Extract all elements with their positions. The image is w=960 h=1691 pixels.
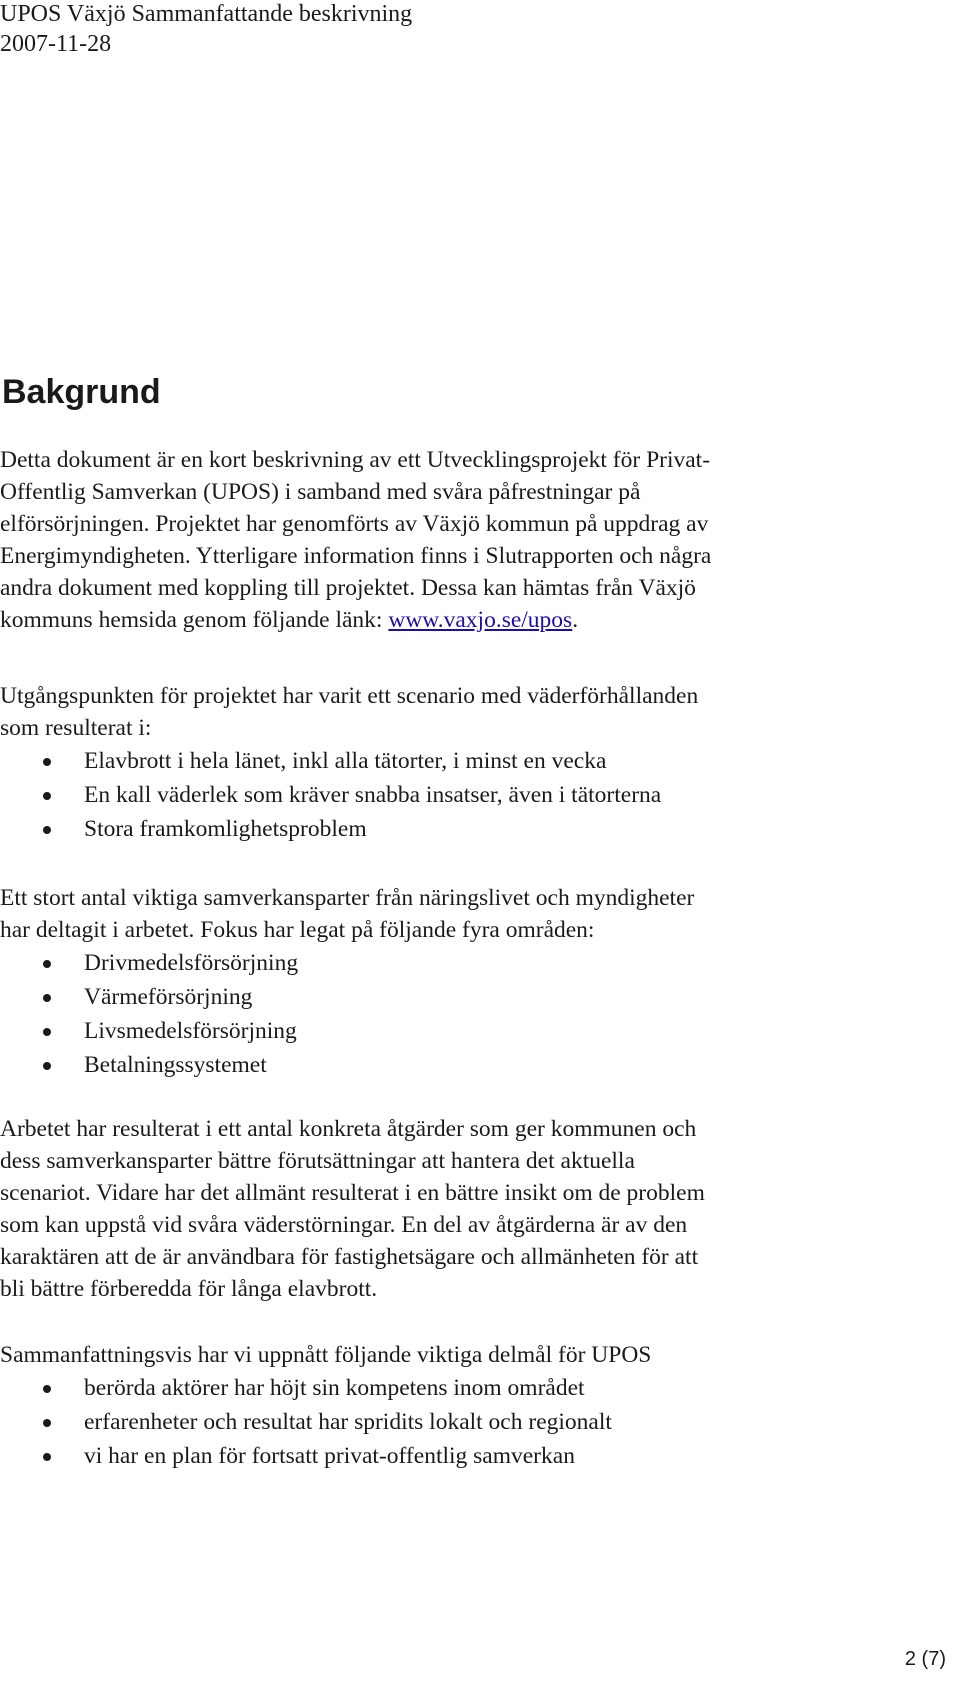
list-item: Stora framkomlighetsproblem	[0, 812, 920, 846]
text-segment: kommuns hemsida genom följande länk:	[0, 607, 389, 633]
bullet-icon	[43, 826, 51, 834]
document-header-date: 2007-11-28	[0, 31, 112, 57]
bullet-list-scenario	[0, 744, 920, 846]
bullet-icon	[43, 1385, 51, 1393]
text-line: Arbetet har resulterat i ett antal konkreta åtgärder som ger kommunen och	[0, 1116, 697, 1142]
text-line: scenariot. Vidare har det allmänt resulterat i en bättre insikt om de problem	[0, 1180, 705, 1206]
bullet-list-focus	[0, 946, 920, 1082]
text-line-with-link	[0, 604, 920, 636]
bullet-icon	[43, 1419, 51, 1427]
list-item: Betalningssystemet	[0, 1048, 920, 1082]
upos-link[interactable]: www.vaxjo.se/upos	[388, 607, 573, 633]
text-line: dess samverkansparter bättre förutsättningar att hantera det aktuella	[0, 1148, 635, 1174]
text-line: karaktären att de är användbara för fastighetsägare och allmänheten för att	[0, 1244, 699, 1270]
bullet-icon	[43, 994, 51, 1002]
text-line: har deltagit i arbetet. Fokus har legat på följande fyra områden:	[0, 917, 595, 943]
text-line: Utgångspunkten för projektet har varit ett scenario med väderförhållanden	[0, 683, 699, 709]
text-line: Sammanfattningsvis har vi uppnått följande viktiga delmål för UPOS	[0, 1342, 652, 1368]
section-heading: Bakgrund	[2, 373, 161, 411]
text-line: Detta dokument är en kort beskrivning av ett Utvecklingsprojekt för Privat-	[0, 447, 711, 473]
list-item: Värmeförsörjning	[0, 980, 920, 1014]
text-line: Ett stort antal viktiga samverkansparter från näringslivet och myndigheter	[0, 885, 695, 911]
paragraph-results	[0, 1113, 920, 1305]
text-line: som resulterat i:	[0, 715, 152, 741]
list-item: Elavbrott i hela länet, inkl alla tätorter, i minst en vecka	[0, 744, 920, 778]
list-item: En kall väderlek som kräver snabba insatser, även i tätorterna	[0, 778, 920, 812]
text-line: elförsörjningen. Projektet har genomförts av Växjö kommun på uppdrag av	[0, 511, 709, 537]
text-line: som kan uppstå vid svåra väderstörningar. En del av åtgärderna är av den	[0, 1212, 688, 1238]
bullet-list-goals	[0, 1371, 920, 1473]
paragraph-summary	[0, 1339, 920, 1473]
text-line: Energimyndigheten. Ytterligare information finns i Slutrapporten och några	[0, 543, 712, 569]
bullet-icon	[43, 1453, 51, 1461]
bullet-icon	[43, 1028, 51, 1036]
text-line: andra dokument med koppling till projektet. Dessa kan hämtas från Växjö	[0, 575, 696, 601]
bullet-icon	[43, 792, 51, 800]
bullet-icon	[43, 960, 51, 968]
paragraph-intro	[0, 444, 920, 636]
page-number: 2 (7)	[904, 1648, 946, 1670]
document-header-title: UPOS Växjö Sammanfattande beskrivning	[0, 1, 413, 27]
text-segment: .	[572, 607, 579, 633]
bullet-icon	[43, 758, 51, 766]
list-item: Livsmedelsförsörjning	[0, 1014, 920, 1048]
bullet-icon	[43, 1062, 51, 1070]
paragraph-scenario	[0, 680, 920, 846]
list-item: berörda aktörer har höjt sin kompetens inom området	[0, 1371, 920, 1405]
list-item: erfarenheter och resultat har spridits lokalt och regionalt	[0, 1405, 920, 1439]
text-line: bli bättre förberedda för långa elavbrott.	[0, 1276, 378, 1302]
paragraph-focus-areas	[0, 882, 920, 1082]
list-item: Drivmedelsförsörjning	[0, 946, 920, 980]
list-item: vi har en plan för fortsatt privat-offentlig samverkan	[0, 1439, 920, 1473]
text-line: Offentlig Samverkan (UPOS) i samband med svåra påfrestningar på	[0, 479, 641, 505]
